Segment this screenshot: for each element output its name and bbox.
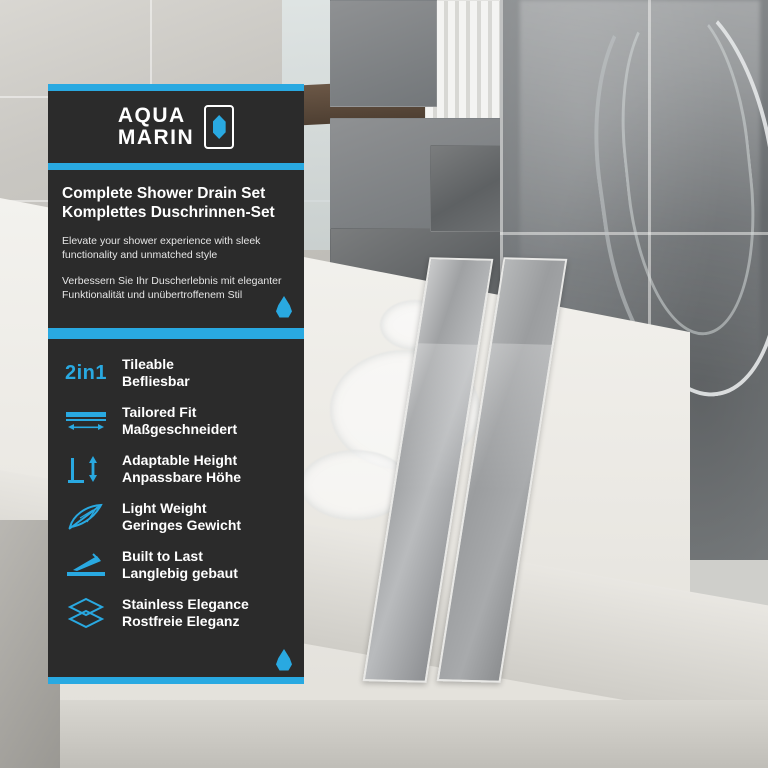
feather-icon bbox=[60, 500, 112, 534]
feature-panel bbox=[48, 332, 304, 684]
feature-item bbox=[48, 349, 304, 397]
gem-icon-inner bbox=[213, 115, 226, 139]
width-arrows-icon bbox=[60, 404, 112, 438]
description-en: Elevate your shower experience with sleek functionality and unmatched style bbox=[62, 235, 261, 261]
durability-icon bbox=[60, 548, 112, 582]
feature-label-en: Light Weight bbox=[122, 500, 207, 516]
feature-text bbox=[122, 452, 241, 486]
stainless-layers-icon bbox=[60, 596, 112, 630]
feature-label-de: Langlebig gebaut bbox=[122, 565, 238, 581]
product-info-panel bbox=[48, 84, 304, 335]
accent-bar-top bbox=[48, 84, 304, 91]
feature-item bbox=[48, 397, 304, 445]
brand-name bbox=[118, 105, 194, 149]
feature-text bbox=[122, 356, 190, 390]
product-title bbox=[48, 170, 304, 232]
feature-text bbox=[122, 404, 237, 438]
feature-item bbox=[48, 445, 304, 493]
feature-label-de: Anpassbare Höhe bbox=[122, 469, 242, 485]
feature-label-en: Tailored Fit bbox=[122, 404, 197, 420]
accent-bar-features-top bbox=[48, 332, 304, 339]
brand-lockup bbox=[48, 91, 304, 163]
product-description bbox=[48, 232, 304, 328]
product-title-de: Komplettes Duschrinnen-Set bbox=[62, 204, 275, 221]
feature-list bbox=[48, 339, 304, 643]
wall-tile bbox=[330, 0, 437, 107]
feature-item bbox=[48, 493, 304, 541]
brand-line-2: MARIN bbox=[117, 126, 195, 149]
feature-label-de: Befliesbar bbox=[122, 373, 190, 389]
feature-text bbox=[122, 596, 249, 630]
accent-bar-brand-divider bbox=[48, 163, 304, 170]
feature-label-de: Rostfreie Eleganz bbox=[122, 613, 240, 629]
2in1-badge-label: 2in1 bbox=[64, 361, 108, 384]
feature-label-en: Built to Last bbox=[122, 548, 203, 564]
brand-line-1: AQUA bbox=[117, 104, 186, 127]
shower-tray-front bbox=[0, 700, 768, 768]
description-de: Verbessern Sie Ihr Duscherlebnis mit eleganter Funktionalität und unübertroffenem Stil bbox=[62, 275, 282, 301]
feature-item bbox=[48, 589, 304, 637]
feature-label-en: Stainless Elegance bbox=[122, 596, 249, 612]
product-title-en: Complete Shower Drain Set bbox=[62, 185, 266, 202]
accent-bar-features-bottom bbox=[48, 677, 304, 684]
feature-text bbox=[122, 500, 241, 534]
feature-item bbox=[48, 541, 304, 589]
water-drop-icon bbox=[276, 649, 292, 671]
2in1-badge-icon bbox=[60, 356, 112, 390]
height-arrows-icon bbox=[60, 452, 112, 486]
feature-label-de: Maßgeschneidert bbox=[122, 421, 238, 437]
feature-label-de: Geringes Gewicht bbox=[122, 517, 242, 533]
feature-label-en: Adaptable Height bbox=[122, 452, 238, 468]
gem-icon bbox=[204, 105, 234, 149]
feature-panel-footer bbox=[48, 643, 304, 677]
feature-text bbox=[122, 548, 238, 582]
feature-label-en: Tileable bbox=[122, 356, 174, 372]
